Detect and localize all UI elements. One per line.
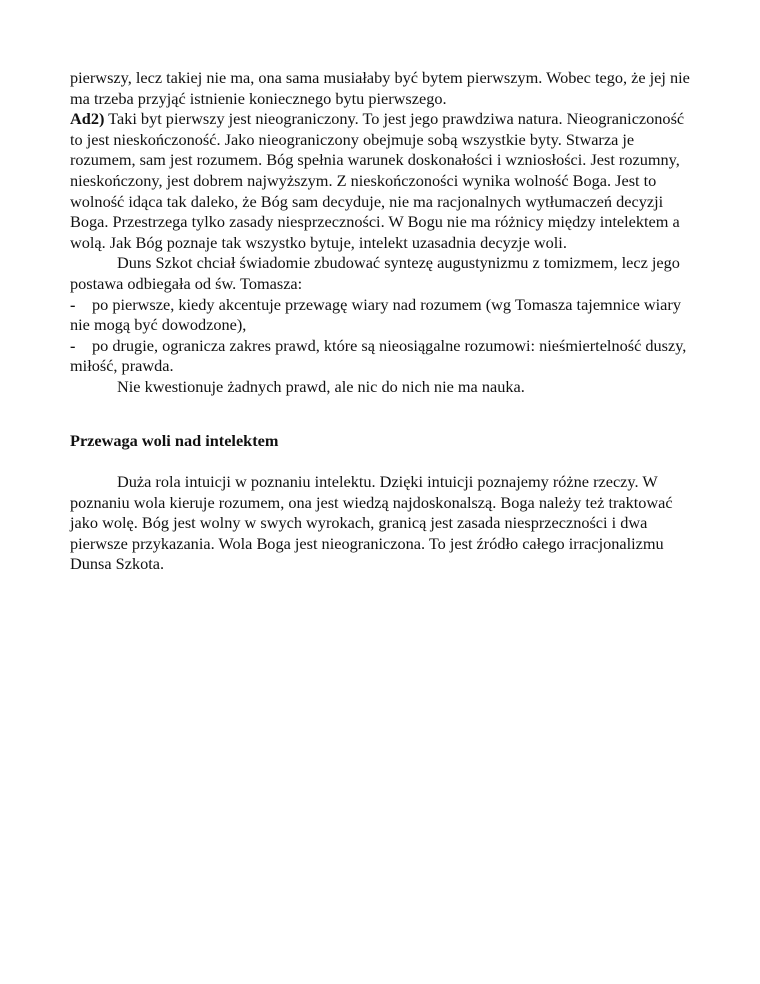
list-text: po pierwsze, kiedy akcentuje przewagę wiary nad rozumem (wg Tomasza tajemnice wiary nie mogą być dowodzone),: [70, 294, 681, 335]
paragraph-synthesis: Duns Szkot chciał świadomie zbudować syntezę augustynizmu z tomizmem, lecz jego postawa odbiegała od św. Tomasza:: [70, 253, 680, 293]
list-text: po drugie, ogranicza zakres prawd, które są nieosiągalne rozumowi: nieśmiertelność duszy, miłość, prawda.: [70, 335, 687, 376]
ad2-label: Ad2): [70, 109, 105, 129]
ad2-text: Taki byt pierwszy jest nieograniczony. To jest jego prawdziwa natura. Nieograniczoność to jest nieskończoność. Jako nieograniczony obejmuje sobą wszystkie byty. Stwarza je rozumem, sam jest rozumem. Bóg spełnia warunek doskonałości i wzniosłości. Jest rozumny, nieskończony, jest dobrem najwyższym. Z nieskończoności wynika wolność Boga. Jest to wolność idąca tak daleko, że Bóg sam decyduje, nie ma racjonalnych wytłumaczeń decyzji Boga. Przestrzega tylko zasady niesprzeczności. W Bogu nie ma różnicy między intelektem a wolą. Jak Bóg poznaje tak wszystko bytuje, intelekt uzasadnia decyzje woli.: [70, 109, 685, 252]
paragraph-no-question: Nie kwestionuje żadnych prawd, ale nic do nich nie ma nauka.: [117, 376, 525, 396]
paragraph-first-cause: pierwszy, lecz takiej nie ma, ona sama musiałaby być bytem pierwszym. Wobec tego, że jej nie ma trzeba przyjąć istnienie koniecznego bytu pierwszego.: [70, 68, 690, 108]
section-heading: Przewaga woli nad intelektem: [70, 430, 279, 450]
list-bullet: -: [70, 294, 76, 314]
list-bullet: -: [70, 335, 76, 355]
section-body: Duża rola intuicji w poznaniu intelektu. Dzięki intuicji poznajemy różne rzeczy. W poznaniu wola kieruje rozumem, ona jest wiedzą najdoskonalszą. Boga należy też traktować jako wolę. Bóg jest wolny w swych wyrokach, granicą jest zasada niesprzeczności i dwa pierwsze przykazania. Wola Boga jest nieograniczona. To jest źródło całego irracjonalizmu Dunsa Szkota.: [70, 472, 673, 574]
paragraph-ad2: [70, 109, 695, 253]
list-item-first: [70, 295, 695, 336]
document-page: [70, 68, 695, 575]
list-item-second: [70, 336, 695, 377]
